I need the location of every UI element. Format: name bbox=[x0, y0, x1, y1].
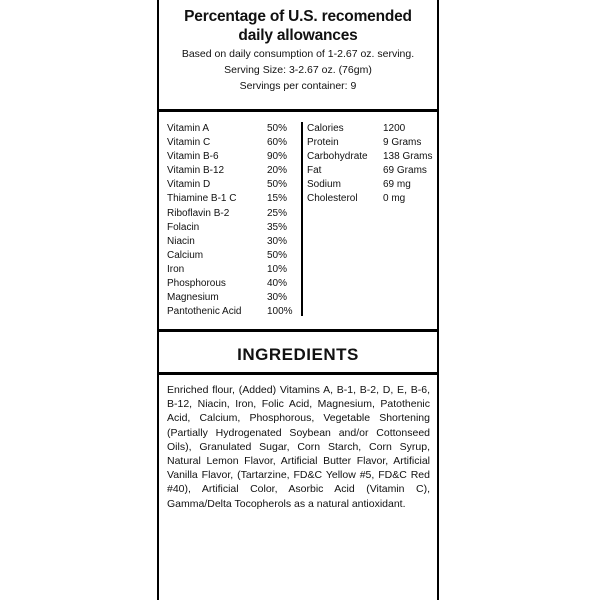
vitamin-row bbox=[167, 136, 301, 150]
macros-column bbox=[307, 122, 433, 207]
macro-row bbox=[307, 150, 433, 164]
vitamin-name: Vitamin B-6 bbox=[167, 151, 219, 163]
vitamin-row bbox=[167, 277, 301, 291]
vitamin-value: 30% bbox=[267, 235, 288, 247]
vitamin-name: Phosphorous bbox=[167, 278, 226, 290]
macro-name: Calories bbox=[307, 123, 344, 134]
vitamin-row bbox=[167, 291, 301, 305]
macro-name: Sodium bbox=[307, 179, 341, 191]
vitamin-value: 40% bbox=[267, 278, 288, 290]
servings-per-container: Servings per container: 9 bbox=[239, 80, 357, 92]
vitamin-value: 35% bbox=[267, 221, 288, 233]
vitamin-name: Folacin bbox=[167, 221, 200, 233]
vitamin-name: Vitamin B-12 bbox=[167, 165, 225, 177]
vitamin-value: 50% bbox=[267, 249, 288, 261]
vitamin-name: Magnesium bbox=[167, 292, 219, 304]
vitamin-row bbox=[167, 263, 301, 277]
vitamin-row bbox=[167, 249, 301, 263]
macro-row bbox=[307, 192, 433, 206]
macro-value: 69 mg bbox=[383, 179, 411, 191]
vitamin-name: Riboflavin B-2 bbox=[167, 207, 230, 219]
macro-value: 138 Grams bbox=[383, 151, 433, 163]
vitamin-row bbox=[167, 122, 301, 136]
vitamin-value: 25% bbox=[267, 207, 288, 219]
vitamin-row bbox=[167, 178, 301, 192]
vitamin-value: 60% bbox=[267, 137, 288, 149]
vitamin-value: 15% bbox=[267, 193, 288, 205]
vitamin-value: 90% bbox=[267, 151, 288, 163]
vitamin-row bbox=[167, 305, 301, 319]
vitamin-name: Calcium bbox=[167, 249, 204, 261]
macro-value: 1200 bbox=[383, 123, 406, 134]
label-title-line1: Percentage of U.S. recomended bbox=[184, 8, 412, 25]
label-title-line2: daily allowances bbox=[238, 27, 358, 44]
macro-name: Carbohydrate bbox=[307, 151, 368, 163]
vitamin-row bbox=[167, 164, 301, 178]
label-header bbox=[159, 0, 437, 93]
ingredients-title: INGREDIENTS bbox=[237, 345, 359, 364]
vitamin-row bbox=[167, 192, 301, 206]
macro-value: 9 Grams bbox=[383, 137, 422, 149]
vitamin-row bbox=[167, 150, 301, 164]
macro-row bbox=[307, 136, 433, 150]
vitamin-value: 10% bbox=[267, 263, 288, 275]
divider-rule bbox=[159, 109, 437, 112]
divider-rule bbox=[159, 329, 437, 332]
vitamin-name: Pantothenic Acid bbox=[167, 306, 242, 318]
macro-row bbox=[307, 178, 433, 192]
vitamin-name: Vitamin A bbox=[167, 123, 210, 134]
nutrition-label bbox=[157, 0, 439, 600]
vitamin-value: 100% bbox=[267, 306, 293, 318]
serving-size: Serving Size: 3-2.67 oz. (76gm) bbox=[224, 64, 372, 76]
macro-value: 69 Grams bbox=[383, 165, 427, 177]
vitamin-value: 50% bbox=[267, 123, 288, 134]
macro-name: Protein bbox=[307, 137, 339, 149]
divider-rule bbox=[159, 372, 437, 375]
vitamin-row bbox=[167, 221, 301, 235]
vitamin-value: 50% bbox=[267, 179, 288, 191]
vitamin-name: Iron bbox=[167, 263, 185, 275]
macro-name: Fat bbox=[307, 165, 322, 177]
vitamin-row bbox=[167, 235, 301, 249]
macro-row bbox=[307, 164, 433, 178]
vitamin-name: Vitamin C bbox=[167, 137, 211, 149]
macro-name: Cholesterol bbox=[307, 193, 358, 205]
macro-value: 0 mg bbox=[383, 193, 406, 205]
vitamin-name: Thiamine B-1 C bbox=[167, 193, 237, 205]
vitamin-name: Niacin bbox=[167, 235, 195, 247]
vitamins-column bbox=[167, 122, 301, 319]
vitamin-value: 30% bbox=[267, 292, 288, 304]
macro-row bbox=[307, 122, 433, 136]
ingredients-text: Enriched flour, (Added) Vitamins A, B-1, B-2, D, E, B-6, B-12, Niacin, Iron, Folic Acid, Magnesium, Patothenic Acid, Calcium, Phosphorous, Vegetable Shortening (Partially Hydrogenated Soybean and/or Cottonseed Oils), Granulated Sugar, Corn Starch, Corn Syrup, Natural Lemon Flavor, Artificial Butter Flavor, Artificial Vanilla Flavor, (Tartarzine, FD&C Yellow #5, FD&C Red #40), Artificial Color, Asorbic Acid (Vitamin C), Gamma/Delta Tocopherols as a natural antioxidant. bbox=[167, 384, 430, 510]
vitamin-name: Vitamin D bbox=[167, 179, 211, 191]
vitamin-value: 20% bbox=[267, 165, 288, 177]
vitamin-row bbox=[167, 207, 301, 221]
column-divider bbox=[301, 122, 303, 316]
consumption-basis: Based on daily consumption of 1-2.67 oz. serving. bbox=[181, 48, 415, 60]
